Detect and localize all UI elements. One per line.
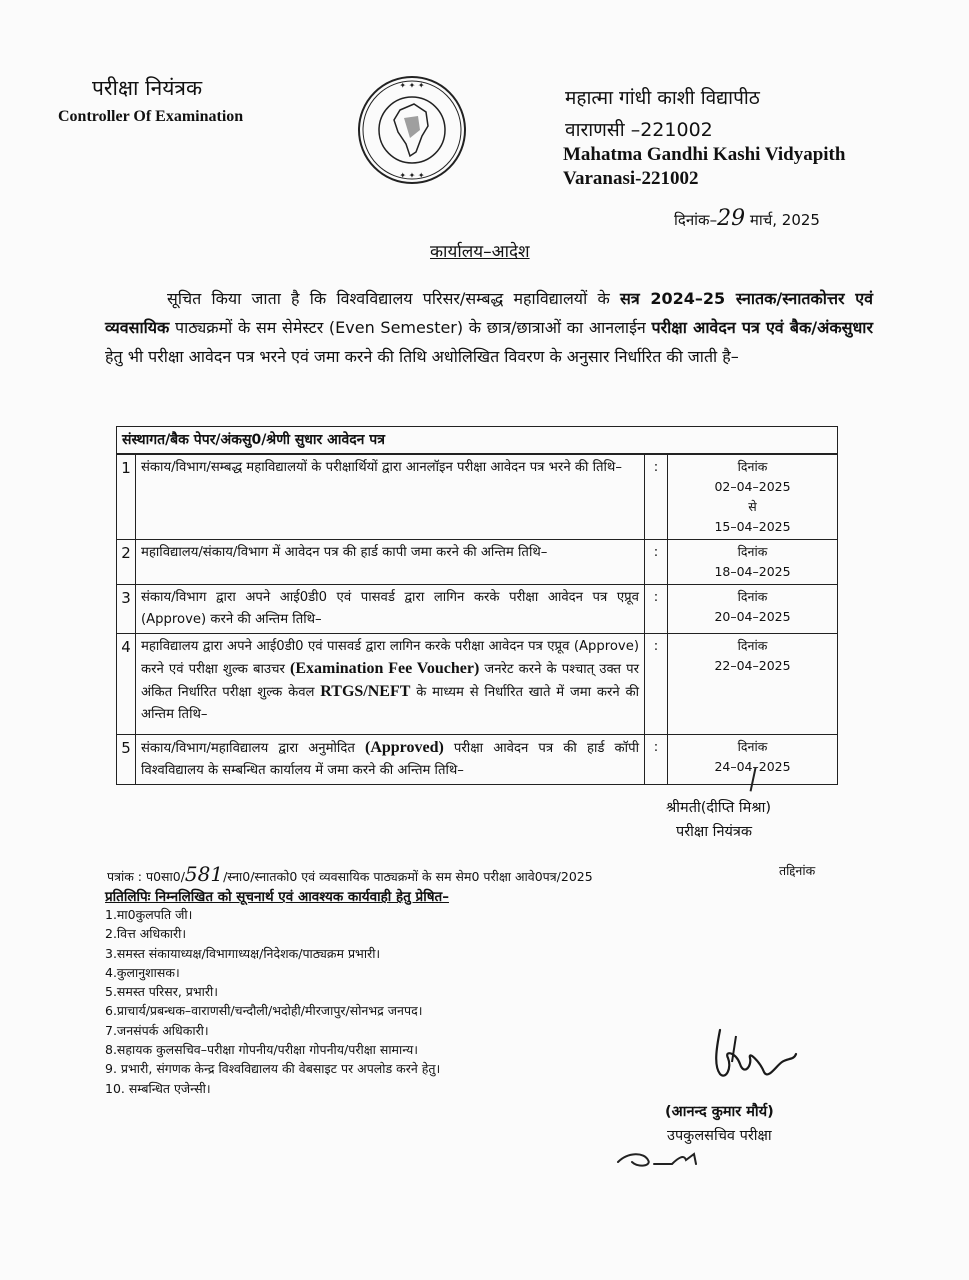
- list-item: 5.समस्त परिसर, प्रभारी।: [105, 984, 218, 1000]
- row-number: 5: [117, 735, 136, 785]
- date-value: 20–04–2025: [714, 609, 791, 624]
- issue-date: [674, 206, 820, 231]
- notice-session-bold: सत्र 2024–25 स्नातक/स्नातकोत्तर एवं व्यवसायिक: [105, 289, 874, 337]
- notice-form-bold: परीक्षा आवेदन पत्र एवं बैक/अंकसुधार: [651, 318, 873, 337]
- row-number: 4: [117, 634, 136, 735]
- row-number: 3: [117, 585, 136, 634]
- list-item: 4.कुलानुशासक।: [105, 964, 180, 980]
- signatory-title: परीक्षा नियंत्रक: [676, 824, 753, 840]
- org-city-english: Varanasi-221002: [563, 168, 699, 189]
- list-item: 9. प्रभारी, संगणक केन्द्र विश्वविद्यालय की वेबसाइट पर अपलोड करने हेतु।: [105, 1061, 441, 1077]
- row-colon: :: [645, 634, 668, 735]
- row-date: [668, 540, 838, 585]
- date-label: दिनांक: [737, 739, 768, 754]
- reference-text: /स्ना0/स्नातको0 एवं व्यवसायिक पाठ्यक्रमों के सम सेम0 परीक्षा आवे0पत्र/2025: [223, 869, 593, 884]
- list-item: 2.वित्त अधिकारी।: [105, 926, 187, 942]
- row-desc-bold: RTGS/NEFT: [320, 683, 411, 700]
- notice-text-1: सूचित किया जाता है कि विश्वविद्यालय परिसर/सम्बद्ध महाविद्यालयों के: [167, 289, 610, 308]
- date-value: 22–04–2025: [714, 658, 791, 673]
- date-label: दिनांक: [737, 638, 768, 653]
- row-date: [668, 634, 838, 735]
- reference-same-date: तद्दिनांक: [779, 863, 816, 878]
- date-month-year: मार्च, 2025: [749, 211, 820, 229]
- notice-paragraph: [105, 284, 873, 371]
- date-value: 18–04–2025: [714, 564, 791, 579]
- reference-number-handwritten: 581: [184, 862, 224, 886]
- date-value: 24–04–2025: [714, 759, 791, 774]
- row-desc-part: के माध्यम से निर्धारित खाते में जमा करने की अन्तिम तिथि–: [141, 685, 639, 722]
- row-desc-part: संकाय/विभाग/महाविद्यालय द्वारा अनुमोदित: [141, 741, 355, 756]
- row-colon: :: [645, 454, 668, 540]
- date-label: दिनांक: [737, 459, 768, 474]
- org-name-hindi: महात्मा गांधी काशी विद्यापीठ: [565, 87, 760, 109]
- list-item: 7.जनसंपर्क अधिकारी।: [105, 1022, 209, 1038]
- table-row: [117, 454, 838, 540]
- handwritten-signature: [706, 1022, 806, 1092]
- table-row: [117, 634, 838, 735]
- office-title-english: Controller Of Examination: [58, 108, 244, 125]
- row-desc-bold: (Examination Fee Voucher): [290, 660, 480, 677]
- row-description: संकाय/विभाग/सम्बद्ध महाविद्यालयों के परीक्षार्थियों द्वारा आनलॉइन परीक्षा आवेदन पत्र भरने की तिथि–: [136, 454, 645, 540]
- row-desc-bold: (Approved): [364, 739, 444, 756]
- date-from: 02–04–2025: [714, 479, 791, 494]
- copy-to-heading: प्रतिलिपिः निम्नलिखित को सूचनार्थ एवं आवश्यक कार्यवाही हेतु प्रेषित–: [105, 889, 449, 905]
- list-item: 8.सहायक कुलसचिव–परीक्षा गोपनीय/परीक्षा गोपनीय/परीक्षा सामान्य।: [105, 1042, 418, 1058]
- notice-text-2: पाठ्यक्रमों के सम सेमेस्टर (Even Semester) के छात्र/छात्राओं का आनलाईन: [175, 318, 646, 337]
- row-description: संकाय/विभाग द्वारा अपने आई0डी0 एवं पासवर्ड द्वारा लागिन करके परीक्षा आवेदन पत्र एप्रूव (Approve) करने की अन्तिम तिथि–: [136, 585, 645, 634]
- list-item: 1.मा0कुलपति जी।: [105, 907, 193, 922]
- signatory-name: श्रीमती(दीप्ति मिश्रा): [666, 800, 772, 816]
- row-desc-part: जनरेट करने के पश्चात् उक्त पर अंकित निर्धारित परीक्षा शुल्क केवल: [141, 662, 639, 700]
- date-to: 15–04–2025: [714, 519, 791, 534]
- row-description: महाविद्यालय/संकाय/विभाग में आवेदन पत्र की हार्ड कापी जमा करने की अन्तिम तिथि–: [136, 540, 645, 585]
- row-description: [136, 634, 645, 735]
- org-city-hindi: वाराणसी –221002: [565, 119, 713, 141]
- notice-text-3: हेतु भी परीक्षा आवेदन पत्र भरने एवं जमा करने की तिथि अधोलिखित विवरण के अनुसार निर्धारित की जाती है–: [105, 347, 739, 366]
- reference-prefix: पत्रांक : प0सा0/: [107, 869, 185, 884]
- list-item: 3.समस्त संकायाध्यक्ष/विभागाध्यक्ष/निदेशक/पाठ्यक्रम प्रभारी।: [105, 945, 381, 961]
- row-number: 2: [117, 540, 136, 585]
- signatory-name: (आनन्द कुमार मौर्य): [665, 1104, 774, 1120]
- date-label: दिनांक: [737, 544, 768, 559]
- signatory-title: उपकुलसचिव परीक्षा: [667, 1128, 772, 1144]
- date-prefix: दिनांक–: [674, 211, 718, 229]
- date-label: दिनांक: [737, 589, 768, 604]
- university-seal-logo: [356, 74, 468, 186]
- table-row: [117, 735, 838, 785]
- initials-scribble: [614, 1146, 714, 1170]
- copy-to-list: [105, 905, 440, 1098]
- row-number: 1: [117, 454, 136, 540]
- org-name-english: Mahatma Gandhi Kashi Vidyapith: [563, 144, 846, 165]
- table-heading: संस्थागत/बैक पेपर/अंकसु0/श्रेणी सुधार आवेदन पत्र: [117, 427, 838, 455]
- svg-text:✦ ✦ ✦: ✦ ✦ ✦: [399, 81, 425, 90]
- date-day-handwritten: 29: [717, 206, 746, 231]
- table-heading-row: [117, 427, 838, 455]
- row-colon: :: [645, 585, 668, 634]
- table-row: [117, 540, 838, 585]
- table-row: [117, 585, 838, 634]
- row-desc-part: परीक्षा आवेदन पत्र की हार्ड कॉपी विश्वविद्यालय के सम्बन्धित कार्यालय में जमा करने की अन्तिम तिथि–: [141, 741, 639, 778]
- office-title-hindi: परीक्षा नियंत्रक: [92, 76, 203, 100]
- date-joiner: से: [748, 499, 757, 514]
- document-title: कार्यालय–आदेश: [430, 242, 530, 262]
- list-item: 10. सम्बन्धित एजेन्सी।: [105, 1080, 211, 1096]
- schedule-table: [116, 426, 838, 785]
- row-colon: :: [645, 540, 668, 585]
- reference-line: [107, 862, 816, 886]
- list-item: 6.प्राचार्य/प्रबन्धक–वाराणसी/चन्दौली/भदोही/मीरजापुर/सोनभद्र जनपद।: [105, 1003, 423, 1019]
- row-colon: :: [645, 735, 668, 785]
- svg-text:✦ ✦ ✦: ✦ ✦ ✦: [399, 171, 425, 180]
- row-description: [136, 735, 645, 785]
- row-desc-part: महाविद्यालय द्वारा अपने आई0डी0 एवं पासवर्ड द्वारा लागिन करके परीक्षा आवेदन पत्र एप्रूव (Approve) करने एवं परीक्षा शुल्क बाउचर: [141, 639, 639, 677]
- row-date: [668, 454, 838, 540]
- row-date: [668, 585, 838, 634]
